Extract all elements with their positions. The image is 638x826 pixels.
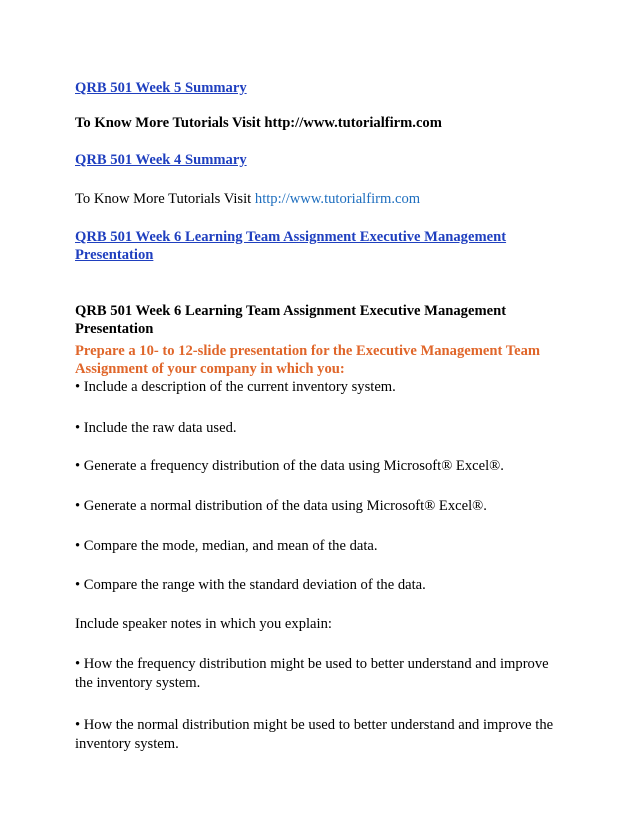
promo-url-1[interactable]: http://www.tutorialfirm.com xyxy=(264,115,442,131)
promo-text-2: To Know More Tutorials Visit xyxy=(75,191,252,207)
bullet-item: • Include a description of the current inventory system. xyxy=(75,379,396,395)
promo-line-1 xyxy=(75,114,442,132)
link-week5-summary[interactable]: QRB 501 Week 5 Summary xyxy=(75,80,247,96)
explain-item-2-line2: inventory system. xyxy=(75,736,179,752)
link-week6-line2[interactable]: Presentation xyxy=(75,247,154,263)
section-intro-line2: Assignment of your company in which you: xyxy=(75,361,345,377)
section-intro-line1: Prepare a 10- to 12-slide presentation for the Executive Management Team xyxy=(75,343,541,359)
link-week6-line1[interactable]: QRB 501 Week 6 Learning Team Assignment Executive Management xyxy=(75,229,507,245)
bullet-item: • Compare the mode, median, and mean of the data. xyxy=(75,538,378,554)
promo-line-2 xyxy=(75,190,420,208)
explain-item-1-line2: the inventory system. xyxy=(75,675,201,691)
bullet-item: • Include the raw data used. xyxy=(75,420,237,436)
section-title-line2: Presentation xyxy=(75,321,154,337)
bullet-item: • Generate a normal distribution of the data using Microsoft® Excel®. xyxy=(75,498,487,514)
bullet-item: • Compare the range with the standard deviation of the data. xyxy=(75,577,426,593)
explain-item-2-line1: • How the normal distribution might be used to better understand and improve the xyxy=(75,717,554,733)
explain-item-1-line1: • How the frequency distribution might be used to better understand and improve xyxy=(75,656,549,672)
section-title-line1: QRB 501 Week 6 Learning Team Assignment Executive Management xyxy=(75,303,507,319)
bullet-item: • Generate a frequency distribution of the data using Microsoft® Excel®. xyxy=(75,458,504,474)
speaker-notes-intro: Include speaker notes in which you explain: xyxy=(75,616,332,632)
promo-url-2[interactable]: http://www.tutorialfirm.com xyxy=(254,191,421,207)
link-week4-summary[interactable]: QRB 501 Week 4 Summary xyxy=(75,152,247,168)
promo-text-1: To Know More Tutorials Visit xyxy=(75,115,261,131)
